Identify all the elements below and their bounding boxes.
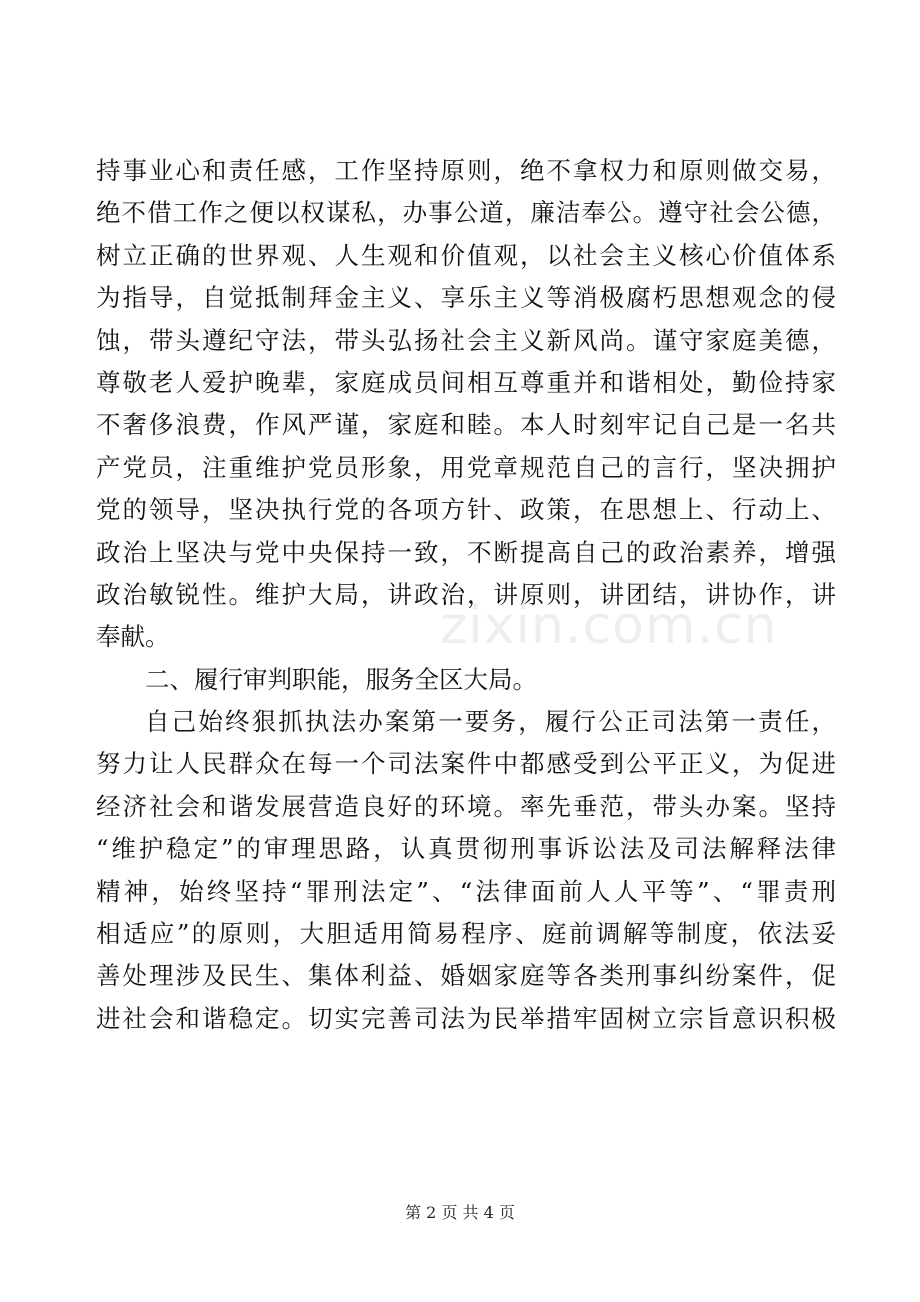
text-line: 政治上坚决与党中央保持一致，不断提高自己的政治素养，增强 (96, 537, 836, 567)
text-line: 树立正确的世界观、人生观和价值观，以社会主义核心价值体系 (96, 240, 836, 270)
text-line: 努力让人民群众在每一个司法案件中都感受到公平正义，为促进 (96, 749, 836, 779)
text-line: 绝不借工作之便以权谋私，办事公道，廉洁奉公。遵守社会公德， (96, 198, 836, 228)
text-line: 持事业心和责任感，工作坚持原则，绝不拿权力和原则做交易， (96, 156, 836, 185)
watermark: zixin.com.cn (440, 596, 778, 656)
text-line: 进社会和谐稳定。切实完善司法为民举措牢固树立宗旨意识积极 (96, 1003, 836, 1033)
text-line: 精神，始终坚持“罪刑法定”、“法律面前人人平等”、“罪责刑 (96, 876, 836, 906)
text-line: 尊敬老人爱护晚辈，家庭成员间相互尊重并和谐相处，勤俭持家 (96, 367, 836, 397)
paragraph-end-line: 奉献。 (96, 622, 170, 652)
paragraph-first-line: 自己始终狠抓执法办案第一要务，履行公正司法第一责任， (145, 707, 836, 737)
text-line: 产党员，注重维护党员形象，用党章规范自己的言行，坚决拥护 (96, 452, 836, 482)
text-line: 为指导，自觉抵制拜金主义、享乐主义等消极腐朽思想观念的侵 (96, 283, 836, 313)
document-body (96, 150, 836, 1040)
text-line: 政治敏锐性。维护大局，讲政治，讲原则，讲团结，讲协作，讲 (96, 579, 836, 609)
text-line: 经济社会和谐发展营造良好的环境。率先垂范，带头办案。坚持 (96, 791, 836, 821)
page-footer: 第 2 页 共 4 页 (405, 1203, 515, 1222)
text-line: 蚀，带头遵纪守法，带头弘扬社会主义新风尚。谨守家庭美德， (96, 325, 836, 355)
text-line: 善处理涉及民生、集体利益、婚姻家庭等各类刑事纠纷案件，促 (96, 961, 836, 991)
text-line: 相适应”的原则，大胆适用简易程序、庭前调解等制度，依法妥 (96, 919, 836, 949)
section-heading: 二、履行审判职能，服务全区大局。 (145, 664, 537, 694)
text-line: 不奢侈浪费，作风严谨，家庭和睦。本人时刻牢记自己是一名共 (96, 410, 836, 440)
text-line: 党的领导，坚决执行党的各项方针、政策，在思想上、行动上、 (96, 495, 836, 525)
text-line: “维护稳定”的审理思路，认真贯彻刑事诉讼法及司法解释法律 (96, 834, 836, 864)
